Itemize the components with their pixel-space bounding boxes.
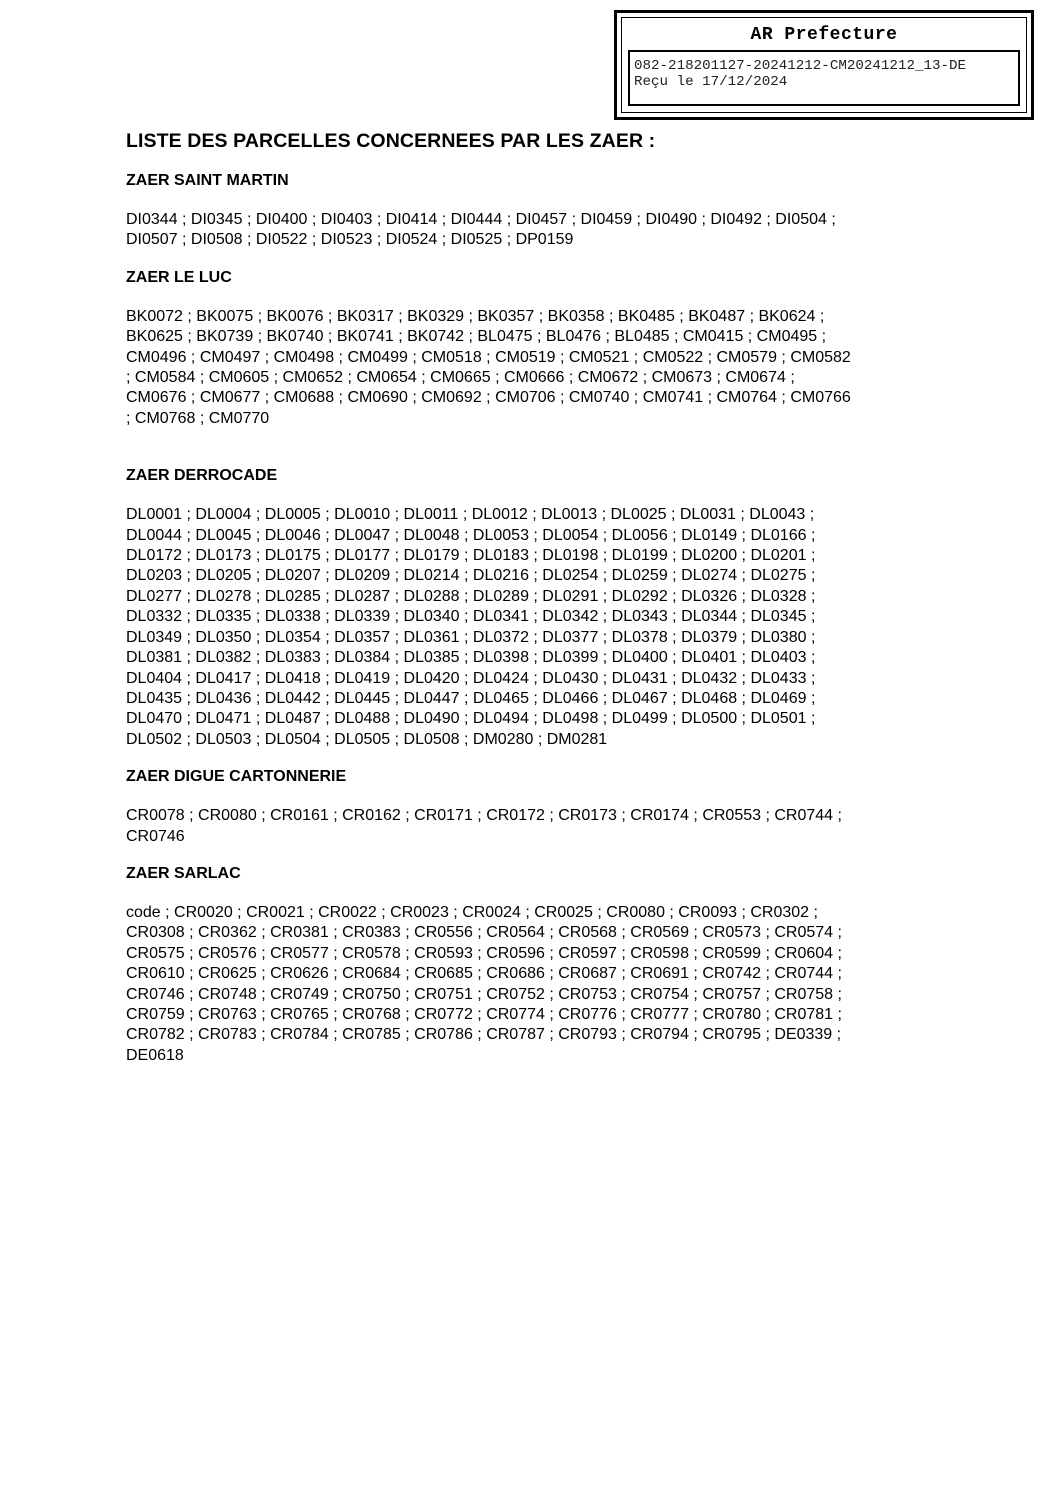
section-title: ZAER LE LUC	[126, 268, 232, 286]
section-title: ZAER SAINT MARTIN	[126, 172, 289, 189]
section-zaer-digue-cartonnerie	[126, 766, 946, 847]
section-title: ZAER DIGUE CARTONNERIE	[126, 768, 347, 786]
parcel-list: DL0001 ; DL0004 ; DL0005 ; DL0010 ; DL0011 ; DL0012 ; DL0013 ; DL0025 ; DL0031 ; DL0043 ; DL0044 ; DL0045 ; DL0046 ; DL0047 ; DL0048 ; DL0053 ; DL0054 ; DL0056 ; DL0149 ; DL0166 ; DL0172 ; DL0173 ; DL0175 ; DL0177 ; DL0179 ; DL0183 ; DL0198 ; DL0199 ; DL0200 ; DL0201 ; DL0203 ; DL0205 ; DL0207 ; DL0209 ; DL0214 ; DL0216 ; DL0254 ; DL0259 ; DL0274 ; DL0275 ; DL0277 ; DL0278 ; DL0285 ; DL0287 ; DL0288 ; DL0289 ; DL0291 ; DL0292 ; DL0326 ; DL0328 ; DL0332 ; DL0335 ; DL0338 ; DL0339 ; DL0340 ; DL0341 ; DL0342 ; DL0343 ; DL0344 ; DL0345 ; DL0349 ; DL0350 ; DL0354 ; DL0357 ; DL0361 ; DL0372 ; DL0377 ; DL0378 ; DL0379 ; DL0380 ; DL0381 ; DL0382 ; DL0383 ; DL0384 ; DL0385 ; DL0398 ; DL0399 ; DL0400 ; DL0401 ; DL0403 ; DL0404 ; DL0417 ; DL0418 ; DL0419 ; DL0420 ; DL0424 ; DL0430 ; DL0431 ; DL0432 ; DL0433 ; DL0435 ; DL0436 ; DL0442 ; DL0445 ; DL0447 ; DL0465 ; DL0466 ; DL0467 ; DL0468 ; DL0469 ; DL0470 ; DL0471 ; DL0487 ; DL0488 ; DL0490 ; DL0494 ; DL0498 ; DL0499 ; DL0500 ; DL0501 ; DL0502 ; DL0503 ; DL0504 ; DL0505 ; DL0508 ; DM0280 ; DM0281	[126, 506, 816, 748]
stamp-reference: 082-218201127-20241212-CM20241212_13-DE	[634, 58, 967, 74]
stamp-received-date: Reçu le 17/12/2024	[634, 74, 788, 90]
parcel-list: BK0072 ; BK0075 ; BK0076 ; BK0317 ; BK0329 ; BK0357 ; BK0358 ; BK0485 ; BK0487 ; BK0624 ; BK0625 ; BK0739 ; BK0740 ; BK0741 ; BK0742 ; BL0475 ; BL0476 ; BL0485 ; CM0415 ; CM0495 ; CM0496 ; CM0497 ; CM0498 ; CM0499 ; CM0518 ; CM0519 ; CM0521 ; CM0522 ; CM0579 ; CM0582 ; CM0584 ; CM0605 ; CM0652 ; CM0654 ; CM0665 ; CM0666 ; CM0672 ; CM0673 ; CM0674 ; CM0676 ; CM0677 ; CM0688 ; CM0690 ; CM0692 ; CM0706 ; CM0740 ; CM0741 ; CM0764 ; CM0766 ; CM0768 ; CM0770	[126, 307, 851, 427]
stamp-reference-box	[628, 50, 1020, 106]
page-title: LISTE DES PARCELLES CONCERNEES PAR LES ZAER :	[126, 130, 656, 152]
prefecture-stamp	[614, 10, 1034, 120]
section-zaer-derrocade	[126, 465, 946, 750]
parcel-list: DI0344 ; DI0345 ; DI0400 ; DI0403 ; DI0414 ; DI0444 ; DI0457 ; DI0459 ; DI0490 ; DI0492 ; DI0504 ; DI0507 ; DI0508 ; DI0522 ; DI0523 ; DI0524 ; DI0525 ; DP0159	[126, 211, 836, 249]
section-zaer-saint-martin	[126, 170, 946, 251]
section-zaer-sarlac	[126, 863, 946, 1066]
document-content	[126, 124, 946, 1066]
stamp-frame	[621, 17, 1027, 113]
stamp-title: AR Prefecture	[750, 25, 898, 45]
section-title: ZAER DERROCADE	[126, 467, 278, 485]
section-zaer-le-luc	[126, 267, 946, 429]
parcel-list: code ; CR0020 ; CR0021 ; CR0022 ; CR0023 ; CR0024 ; CR0025 ; CR0080 ; CR0093 ; CR0302 ; CR0308 ; CR0362 ; CR0381 ; CR0383 ; CR0556 ; CR0564 ; CR0568 ; CR0569 ; CR0573 ; CR0574 ; CR0575 ; CR0576 ; CR0577 ; CR0578 ; CR0593 ; CR0596 ; CR0597 ; CR0598 ; CR0599 ; CR0604 ; CR0610 ; CR0625 ; CR0626 ; CR0684 ; CR0685 ; CR0686 ; CR0687 ; CR0691 ; CR0742 ; CR0744 ; CR0746 ; CR0748 ; CR0749 ; CR0750 ; CR0751 ; CR0752 ; CR0753 ; CR0754 ; CR0757 ; CR0758 ; CR0759 ; CR0763 ; CR0765 ; CR0768 ; CR0772 ; CR0774 ; CR0776 ; CR0777 ; CR0780 ; CR0781 ; CR0782 ; CR0783 ; CR0784 ; CR0785 ; CR0786 ; CR0787 ; CR0793 ; CR0794 ; CR0795 ; DE0339 ; DE0618	[126, 903, 842, 1064]
parcel-list: CR0078 ; CR0080 ; CR0161 ; CR0162 ; CR0171 ; CR0172 ; CR0173 ; CR0174 ; CR0553 ; CR0744 ; CR0746	[126, 807, 842, 845]
section-title: ZAER SARLAC	[126, 864, 241, 882]
